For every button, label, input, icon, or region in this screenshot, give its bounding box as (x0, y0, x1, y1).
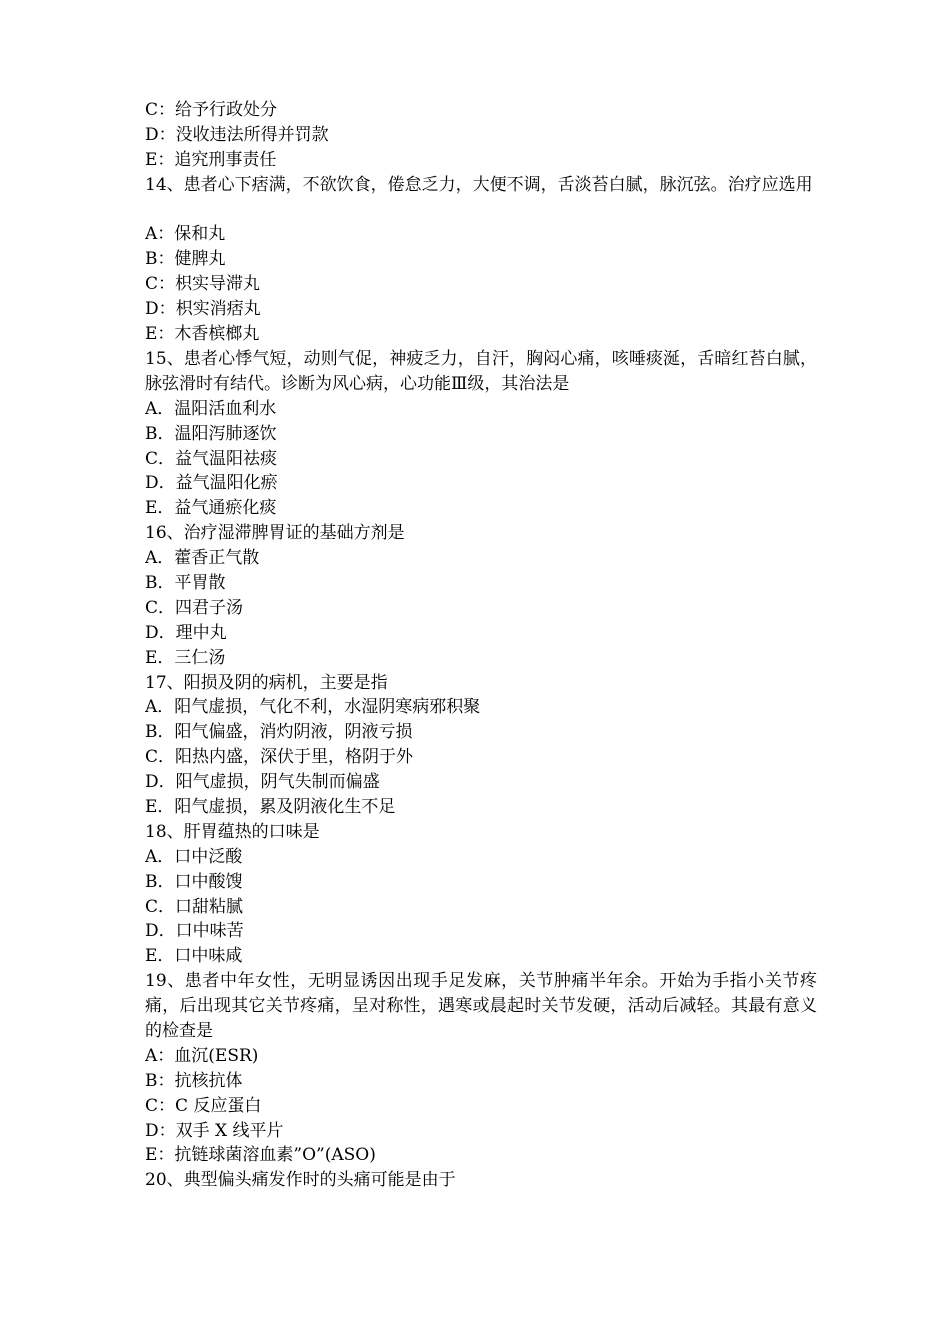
q15-option-d: D．益气温阳化瘀 (145, 473, 278, 494)
q19-option-e: E：抗链球菌溶血素”O”(ASO) (145, 1145, 376, 1166)
q14-option-c: C：枳实导滞丸 (145, 274, 261, 295)
q15-option-e: E．益气通瘀化痰 (145, 498, 277, 519)
q18-stem: 18、肝胃蕴热的口味是 (145, 821, 320, 842)
q18-option-e: E．口中味咸 (145, 946, 243, 967)
q15-option-c: C．益气温阳祛痰 (145, 448, 278, 469)
q17-option-c: C．阳热内盛，深伏于里，格阴于外 (145, 747, 414, 768)
q17-stem: 17、阳损及阴的病机，主要是指 (145, 672, 388, 693)
q15-stem: 15、患者心悸气短，动则气促，神疲乏力，自汗，胸闷心痛，咳唾痰涎，舌暗红苔白腻，脉弦滑时有结代。诊断为风心病，心功能Ⅲ级，其治法是 (145, 348, 817, 394)
q14-stem: 14、患者心下痞满，不欲饮食，倦怠乏力，大便不调，舌淡苔白腻，脉沉弦。治疗应选用 (145, 174, 813, 195)
q15-option-a: A．温阳活血利水 (145, 398, 277, 419)
q14-option-e: E：木香槟榔丸 (145, 324, 260, 345)
q14-option-d: D：枳实消痞丸 (145, 299, 261, 320)
q17-option-d: D．阳气虚损，阴气失制而偏盛 (145, 772, 380, 793)
q13-option-c: C：给予行政处分 (145, 100, 278, 120)
q15-option-b: B．温阳泻肺逐饮 (145, 423, 277, 444)
q20-stem: 20、典型偏头痛发作时的头痛可能是由于 (145, 1170, 456, 1191)
q16-option-e: E．三仁汤 (145, 647, 226, 668)
q14-option-a: A：保和丸 (145, 224, 226, 245)
q19-option-c: C：C 反应蛋白 (145, 1095, 262, 1116)
q17-option-e: E．阳气虚损，累及阴液化生不足 (145, 796, 396, 817)
q18-option-a: A．口中泛酸 (145, 846, 243, 867)
q16-option-a: A．藿香正气散 (145, 548, 260, 569)
q16-option-c: C．四君子汤 (145, 597, 244, 618)
q13-option-d: D：没收违法所得并罚款 (145, 124, 329, 145)
q19-option-a: A：血沉(ESR) (145, 1045, 259, 1066)
q19-option-d: D：双手 X 线平片 (145, 1120, 284, 1141)
q16-option-b: B．平胃散 (145, 572, 226, 593)
q18-option-c: C．口甜粘腻 (145, 896, 244, 917)
q19-stem: 19、患者中年女性，无明显诱因出现手足发麻，关节肿痛半年余。开始为手指小关节疼痛，后出现其它关节疼痛，呈对称性，遇寒或晨起时关节发硬，活动后减轻。其最有意义的检查是 (145, 971, 817, 1042)
document-page (145, 98, 817, 1193)
q19-option-b: B：抗核抗体 (145, 1070, 243, 1091)
q13-option-e: E：追究刑事责任 (145, 149, 277, 170)
q16-option-d: D．理中丸 (145, 622, 227, 643)
q14-option-b: B：健脾丸 (145, 249, 226, 270)
q17-option-b: B．阳气偏盛，消灼阴液，阴液亏损 (145, 722, 413, 743)
q18-option-d: D．口中味苦 (145, 921, 244, 942)
q18-option-b: B．口中酸馊 (145, 871, 243, 892)
q16-stem: 16、治疗湿滞脾胃证的基础方剂是 (145, 523, 405, 544)
q17-option-a: A．阳气虚损，气化不利，水湿阴寒病邪积聚 (145, 697, 481, 718)
